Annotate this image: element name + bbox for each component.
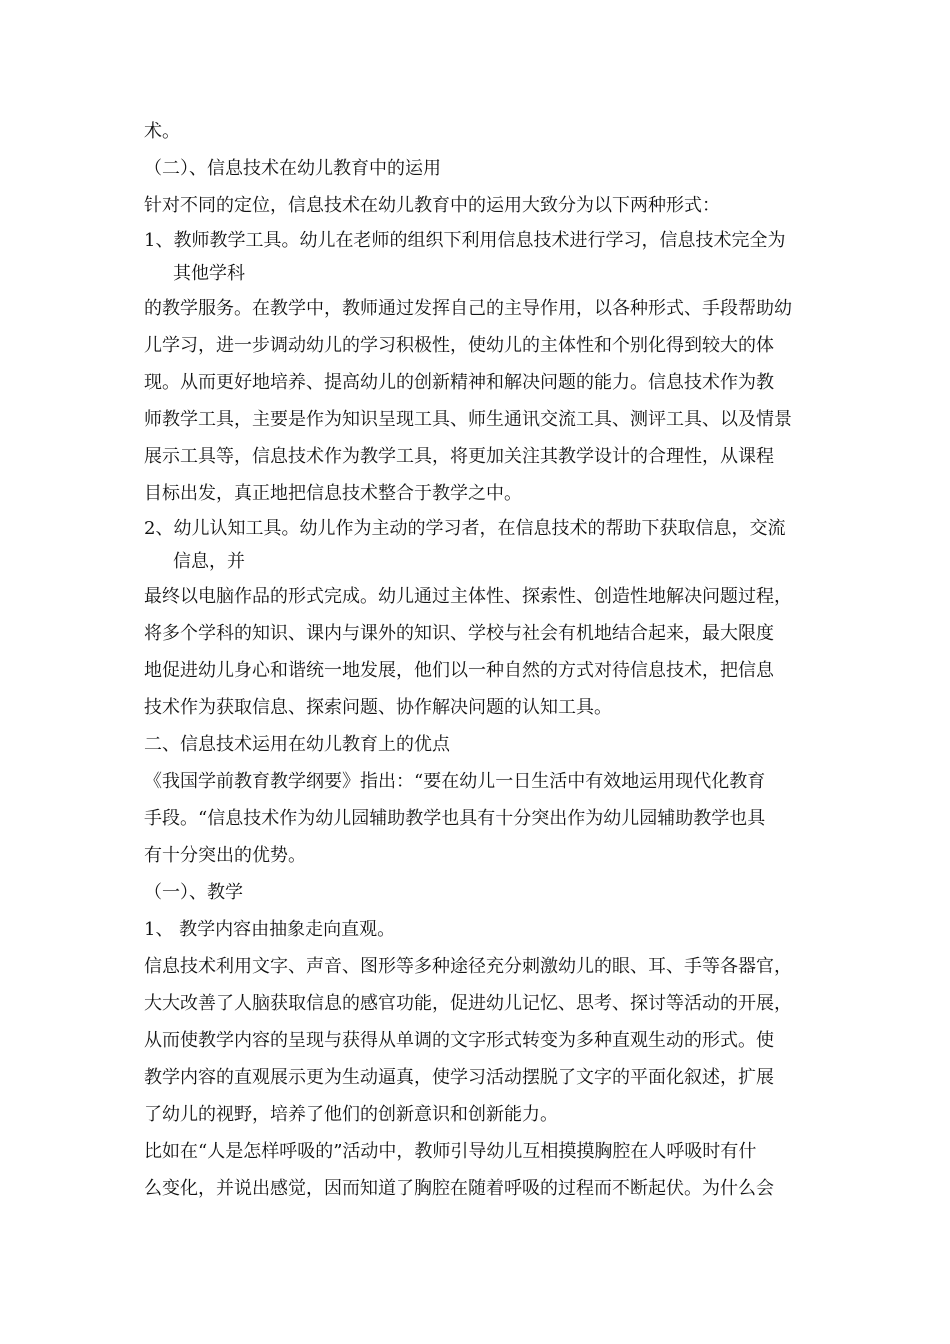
- text-line: 信息技术利用文字、声音、图形等多种途径充分刺激幼儿的眼、耳、手等各器官，: [144, 956, 792, 977]
- text-line: 现。从而更好地培养、提高幼儿的创新精神和解决问题的能力。信息技术作为教: [144, 372, 774, 393]
- text-line: 《我国学前教育教学纲要》指出：“要在幼儿一日生活中有效地运用现代化教育: [144, 771, 766, 792]
- section-heading: （一）、教学: [144, 882, 243, 903]
- section-heading: （二）、信息技术在幼儿教育中的运用: [144, 158, 441, 179]
- section-heading: 二、信息技术运用在幼儿教育上的优点: [144, 734, 450, 755]
- text-line: 了幼儿的视野，培养了他们的创新意识和创新能力。: [144, 1104, 558, 1125]
- text-line: 目标出发，真正地把信息技术整合于教学之中。: [144, 483, 522, 504]
- text-line-indented: 信息，并: [173, 551, 245, 572]
- text-line: 么变化，并说出感觉，因而知道了胸腔在随着呼吸的过程而不断起伏。为什么会: [144, 1178, 774, 1199]
- text-line: 将多个学科的知识、课内与课外的知识、学校与社会有机地结合起来，最大限度: [144, 623, 774, 644]
- list-item-heading: 1、 教学内容由抽象走向直观。: [144, 919, 396, 940]
- text-line: 大大改善了人脑获取信息的感官功能，促进幼儿记忆、思考、探讨等活动的开展，: [144, 993, 792, 1014]
- text-line: 最终以电脑作品的形式完成。幼儿通过主体性、探索性、创造性地解决问题过程，: [144, 586, 792, 607]
- text-line: 地促进幼儿身心和谐统一地发展，他们以一种自然的方式对待信息技术，把信息: [144, 660, 774, 681]
- text-line: 有十分突出的优势。: [144, 845, 306, 866]
- list-item-heading: 2、幼儿认知工具。幼儿作为主动的学习者，在信息技术的帮助下获取信息，交流: [144, 518, 786, 539]
- text-line: 比如在“人是怎样呼吸的”活动中，教师引导幼儿互相摸摸胸腔在人呼吸时有什: [144, 1141, 757, 1162]
- text-line: 技术作为获取信息、探索问题、协作解决问题的认知工具。: [144, 697, 612, 718]
- text-line: 教学内容的直观展示更为生动逼真，使学习活动摆脱了文字的平面化叙述，扩展: [144, 1067, 774, 1088]
- text-line: 师教学工具，主要是作为知识呈现工具、师生通讯交流工具、测评工具、以及情景: [144, 409, 792, 430]
- document-body: [144, 113, 814, 1207]
- text-line: 针对不同的定位，信息技术在幼儿教育中的运用大致分为以下两种形式：: [144, 195, 720, 216]
- text-line: 的教学服务。在教学中，教师通过发挥自己的主导作用，以各种形式、手段帮助幼: [144, 298, 792, 319]
- text-line: 儿学习，进一步调动幼儿的学习积极性，使幼儿的主体性和个别化得到较大的体: [144, 335, 774, 356]
- text-line: 术。: [144, 121, 180, 142]
- list-item-heading: 1、教师教学工具。幼儿在老师的组织下利用信息技术进行学习，信息技术完全为: [144, 230, 786, 251]
- text-line: 从而使教学内容的呈现与获得从单调的文字形式转变为多种直观生动的形式。使: [144, 1030, 774, 1051]
- text-line: 展示工具等，信息技术作为教学工具，将更加关注其教学设计的合理性，从课程: [144, 446, 774, 467]
- text-line: 手段。“信息技术作为幼儿园辅助教学也具有十分突出作为幼儿园辅助教学也具: [144, 808, 766, 829]
- text-line-indented: 其他学科: [173, 263, 245, 284]
